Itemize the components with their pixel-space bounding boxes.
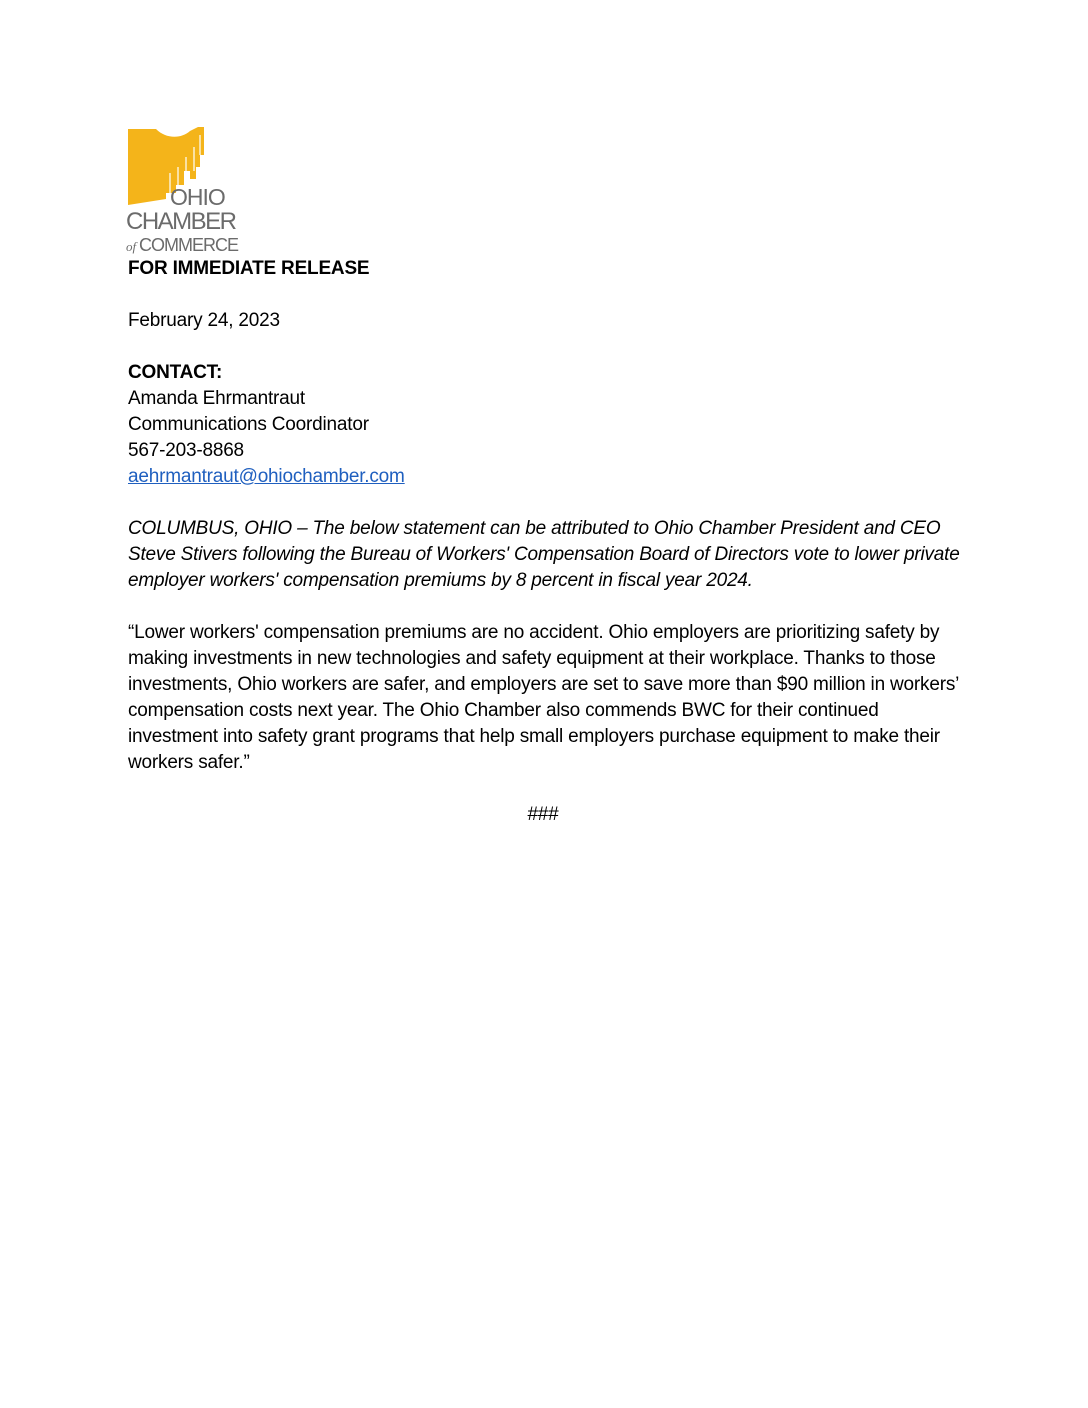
contact-name: Amanda Ehrmantraut [128,388,305,409]
release-body [128,256,968,828]
logo-text-chamber: CHAMBER [126,208,236,235]
end-mark: ### [527,804,559,825]
contact-block [128,360,968,490]
contact-email-link[interactable]: aehrmantraut@ohiochamber.com [128,466,405,487]
logo-text-commerce: COMMERCE [139,235,238,255]
intro-paragraph: COLUMBUS, OHIO – The below statement can be attributed to Ohio Chamber President and CEO Steve Stivers following the Bureau of Workers' Compensation Board of Directors vote to lower private employer workers' compensation premiums by 8 percent in fiscal year 2024. [128,518,960,591]
logo-text-of: of [126,239,137,254]
release-label: FOR IMMEDIATE RELEASE [128,258,370,279]
contact-title: Communications Coordinator [128,414,369,435]
ohio-chamber-logo-graphic [126,127,246,259]
contact-phone: 567-203-8868 [128,440,244,461]
contact-heading: CONTACT: [128,362,223,383]
release-date: February 24, 2023 [128,310,280,331]
ohio-chamber-logo [126,127,246,259]
quote-paragraph: “Lower workers' compensation premiums are no accident. Ohio employers are prioritizing safety by making investments in new technologies and safety equipment at their workplace. Thanks to those investments, Ohio workers are safer, and employers are set to save more than $90 million in workers’ compensation costs next year. The Ohio Chamber also commends BWC for their continued investment into safety grant programs that help small employers purchase equipment to make their workers safer.” [128,622,959,773]
logo-text-ohio: OHIO [170,184,225,210]
